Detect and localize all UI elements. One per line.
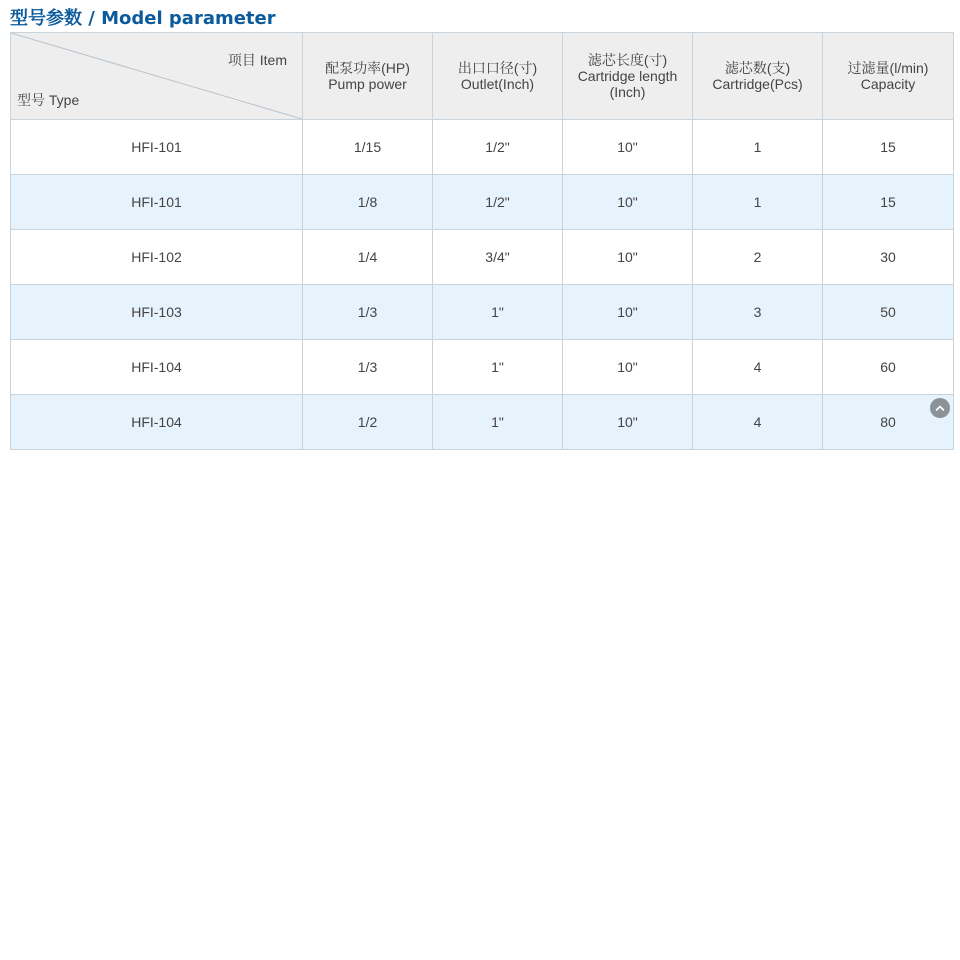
cell-power: 1/15 bbox=[303, 120, 433, 175]
table-row bbox=[11, 395, 954, 450]
cell-capacity: 15 bbox=[823, 175, 954, 230]
header-cn: 滤芯数(支) bbox=[724, 60, 791, 76]
cell-power: 1/8 bbox=[303, 175, 433, 230]
cell-type: HFI-104 bbox=[11, 340, 303, 395]
chevron-up-icon bbox=[934, 402, 946, 414]
cell-power: 1/2 bbox=[303, 395, 433, 450]
cell-pcs: 1 bbox=[693, 175, 823, 230]
header-capacity bbox=[823, 33, 954, 120]
model-parameter-table bbox=[10, 32, 954, 450]
table-row bbox=[11, 285, 954, 340]
header-pump-power bbox=[303, 33, 433, 120]
header-en: Capacity bbox=[860, 76, 916, 92]
cell-length: 10" bbox=[563, 175, 693, 230]
table-row bbox=[11, 175, 954, 230]
header-en: Cartridge(Pcs) bbox=[712, 76, 803, 92]
corner-type-label: 型号 Type bbox=[17, 92, 80, 108]
header-en: Cartridge length bbox=[577, 68, 678, 84]
cell-length: 10" bbox=[563, 340, 693, 395]
cell-capacity: 50 bbox=[823, 285, 954, 340]
cell-power: 1/4 bbox=[303, 230, 433, 285]
cell-length: 10" bbox=[563, 285, 693, 340]
cell-power: 1/3 bbox=[303, 340, 433, 395]
cell-power: 1/3 bbox=[303, 285, 433, 340]
header-cn: 过滤量(l/min) bbox=[847, 60, 929, 76]
cell-capacity: 80 bbox=[823, 395, 954, 450]
cell-type: HFI-103 bbox=[11, 285, 303, 340]
cell-pcs: 4 bbox=[693, 340, 823, 395]
table-row bbox=[11, 340, 954, 395]
header-cn: 滤芯长度(寸) bbox=[587, 52, 668, 68]
header-outlet bbox=[433, 33, 563, 120]
cell-pcs: 3 bbox=[693, 285, 823, 340]
header-cn: 出口口径(寸) bbox=[457, 60, 538, 76]
cell-length: 10" bbox=[563, 120, 693, 175]
corner-item-label: 项目 Item bbox=[227, 52, 287, 68]
header-cn: 配泵功率(HP) bbox=[325, 60, 410, 76]
header-en-unit: (Inch) bbox=[609, 84, 646, 100]
cell-outlet: 1" bbox=[433, 395, 563, 450]
cell-outlet: 1/2" bbox=[433, 175, 563, 230]
header-en: Pump power bbox=[328, 76, 407, 92]
table-row bbox=[11, 120, 954, 175]
cell-pcs: 1 bbox=[693, 120, 823, 175]
cell-capacity: 60 bbox=[823, 340, 954, 395]
cell-outlet: 3/4" bbox=[433, 230, 563, 285]
cell-type: HFI-104 bbox=[11, 395, 303, 450]
cell-capacity: 30 bbox=[823, 230, 954, 285]
header-cartridge-length bbox=[563, 33, 693, 120]
cell-capacity: 15 bbox=[823, 120, 954, 175]
scroll-to-top-button[interactable] bbox=[930, 398, 950, 418]
header-en: Outlet(Inch) bbox=[460, 76, 535, 92]
cell-type: HFI-102 bbox=[11, 230, 303, 285]
table-row bbox=[11, 230, 954, 285]
cell-outlet: 1" bbox=[433, 285, 563, 340]
cell-length: 10" bbox=[563, 395, 693, 450]
cell-pcs: 4 bbox=[693, 395, 823, 450]
cell-pcs: 2 bbox=[693, 230, 823, 285]
header-cartridge-count bbox=[693, 33, 823, 120]
cell-type: HFI-101 bbox=[11, 120, 303, 175]
cell-outlet: 1" bbox=[433, 340, 563, 395]
cell-type: HFI-101 bbox=[11, 175, 303, 230]
corner-header-cell bbox=[11, 33, 303, 120]
table-header-row bbox=[11, 33, 954, 120]
cell-outlet: 1/2" bbox=[433, 120, 563, 175]
cell-length: 10" bbox=[563, 230, 693, 285]
section-title: 型号参数 / Model parameter bbox=[10, 8, 276, 29]
